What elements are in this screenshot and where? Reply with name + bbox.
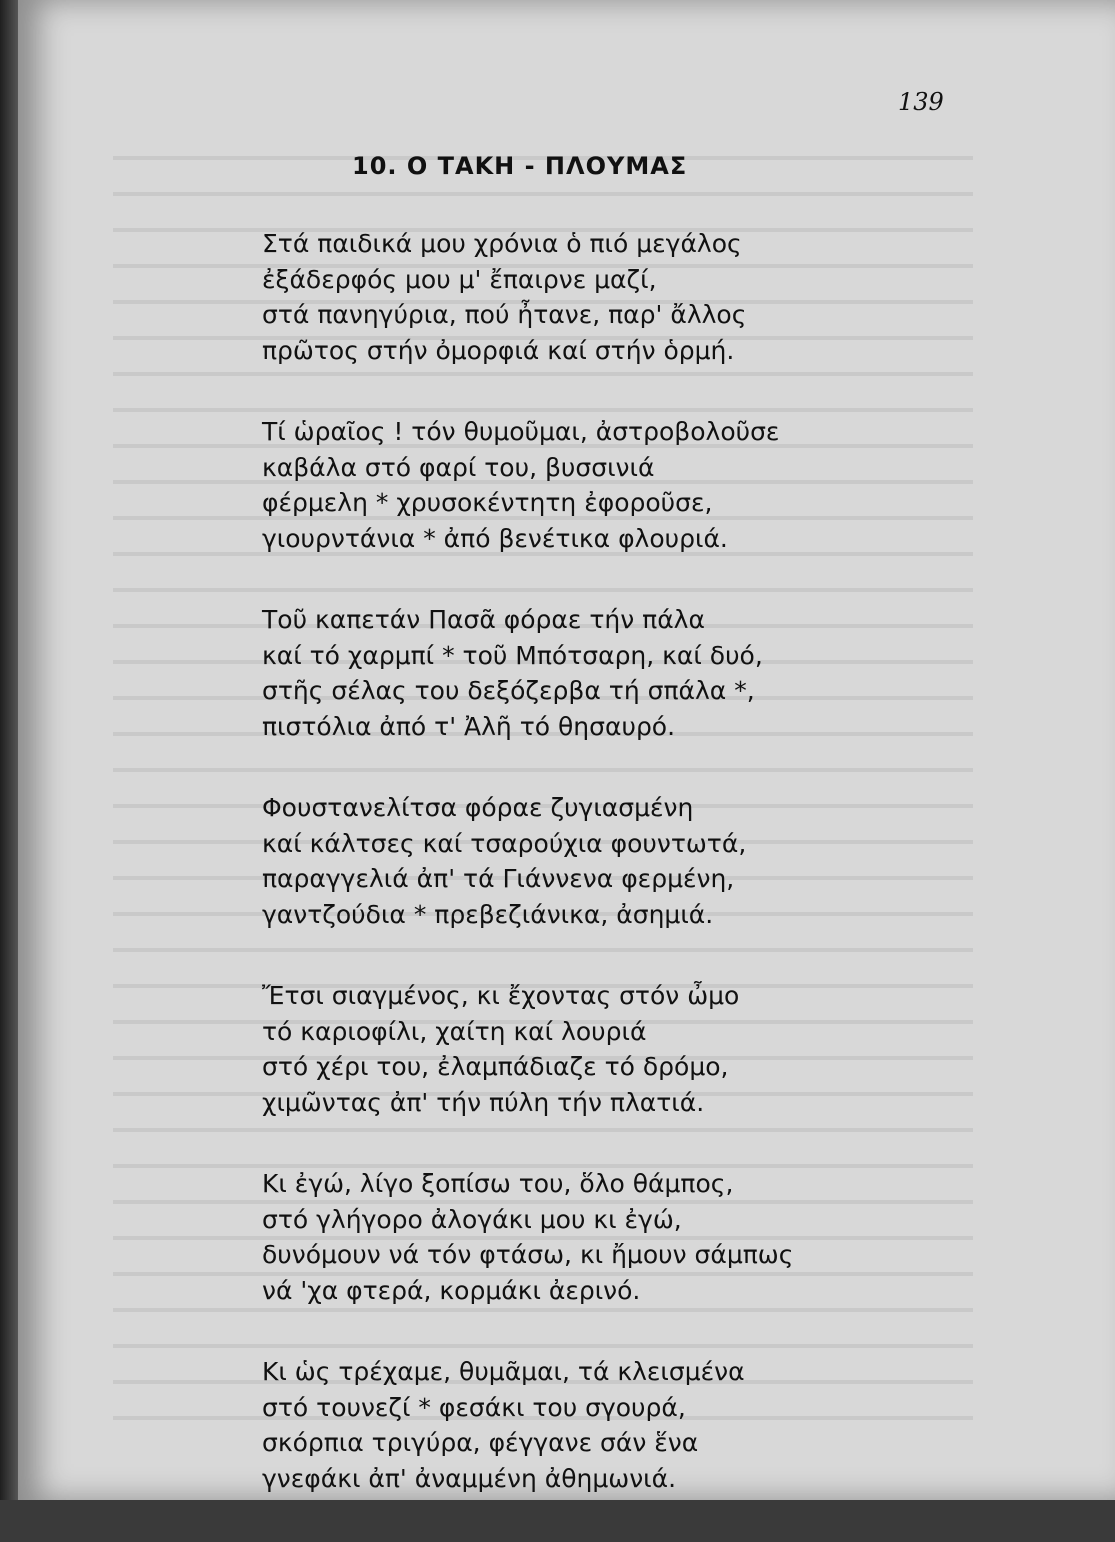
poem-line: νά 'χα φτερά, κορμάκι ἀερινό. bbox=[262, 1275, 641, 1305]
poem-line: σκόρπια τριγύρα, φέγγανε σάν ἕνα bbox=[262, 1428, 699, 1457]
poem-line: πιστόλια ἀπό τ' Ἀλῆ τό θησαυρό. bbox=[262, 711, 676, 741]
poem-line: γαντζούδια * πρεβεζιάνικα, ἀσημιά. bbox=[262, 899, 714, 929]
poem-line: Τί ὡραῖος ! τόν θυμοῦμαι, ἀστροβολοῦσε bbox=[262, 417, 780, 446]
poem-line: Κι ἐγώ, λίγο ξοπίσω του, ὅλο θάμπος, bbox=[262, 1169, 734, 1198]
poem-line: Φουστανελίτσα φόραε ζυγιασμένη bbox=[262, 793, 694, 822]
poem-line: χιμῶντας ἀπ' τήν πύλη τήν πλατιά. bbox=[262, 1087, 705, 1117]
poem-line: στά πανηγύρια, πού ἦτανε, παρ' ἄλλος bbox=[262, 300, 747, 329]
poem-line: τό καριοφίλι, χαίτη καί λουριά bbox=[262, 1016, 647, 1046]
poem-line: καβάλα στό φαρί του, βυσσινιά bbox=[262, 452, 655, 482]
poem-line: πρῶτος στήν ὀμορφιά καί στήν ὁρμή. bbox=[262, 335, 735, 365]
poem-line: στό χέρι του, ἐλαμπάδιαζε τό δρόμο, bbox=[262, 1052, 729, 1081]
book-gutter bbox=[0, 0, 18, 1500]
poem-line: καί τό χαρμπί * τοῦ Μπότσαρη, καί δυό, bbox=[262, 640, 763, 670]
poem-line: καί κάλτσες καί τσαρούχια φουντωτά, bbox=[262, 828, 747, 858]
poem-body bbox=[262, 226, 882, 1542]
stanza bbox=[262, 1354, 882, 1496]
poem-line: δυνόμουν νά τόν φτάσω, κι ἤμουν σάμπως bbox=[262, 1240, 794, 1269]
stanza bbox=[262, 602, 882, 744]
poem-line: στό γλήγορο ἀλογάκι μου κι ἐγώ, bbox=[262, 1204, 682, 1234]
poem-line: γνεφάκι ἀπ' ἀναμμένη ἀθημωνιά. bbox=[262, 1463, 677, 1493]
poem-title: 10. Ο ΤΑΚΗ - ΠΛΟΥΜΑΣ bbox=[352, 152, 688, 180]
stanza bbox=[262, 414, 882, 556]
page-number: 139 bbox=[898, 88, 944, 116]
poem-line: Ἔτσι σιαγμένος, κι ἔχοντας στόν ὦμο bbox=[262, 981, 740, 1010]
poem-line: παραγγελιά ἀπ' τά Γιάννενα φερμένη, bbox=[262, 864, 735, 893]
poem-line: Στά παιδικά μου χρόνια ὁ πιό μεγάλος bbox=[262, 229, 742, 258]
poem-line: στό τουνεζί * φεσάκι του σγουρά, bbox=[262, 1392, 686, 1422]
poem-line: φέρμελη * χρυσοκέντητη ἐφοροῦσε, bbox=[262, 488, 713, 517]
poem-line: Κι ὡς τρέχαμε, θυμᾶμαι, τά κλεισμένα bbox=[262, 1357, 745, 1386]
stanza bbox=[262, 1166, 882, 1308]
stanza bbox=[262, 226, 882, 368]
poem-line: Τοῦ καπετάν Πασᾶ φόραε τήν πάλα bbox=[262, 605, 705, 634]
stanza bbox=[262, 978, 882, 1120]
poem-line: στῆς σέλας του δεξόζερβα τή σπάλα *, bbox=[262, 676, 755, 705]
stanza bbox=[262, 790, 882, 932]
poem-line: ἐξάδερφός μου μ' ἔπαιρνε μαζί, bbox=[262, 264, 657, 294]
poem-line: γιουρντάνια * ἀπό βενέτικα φλουριά. bbox=[262, 523, 728, 553]
